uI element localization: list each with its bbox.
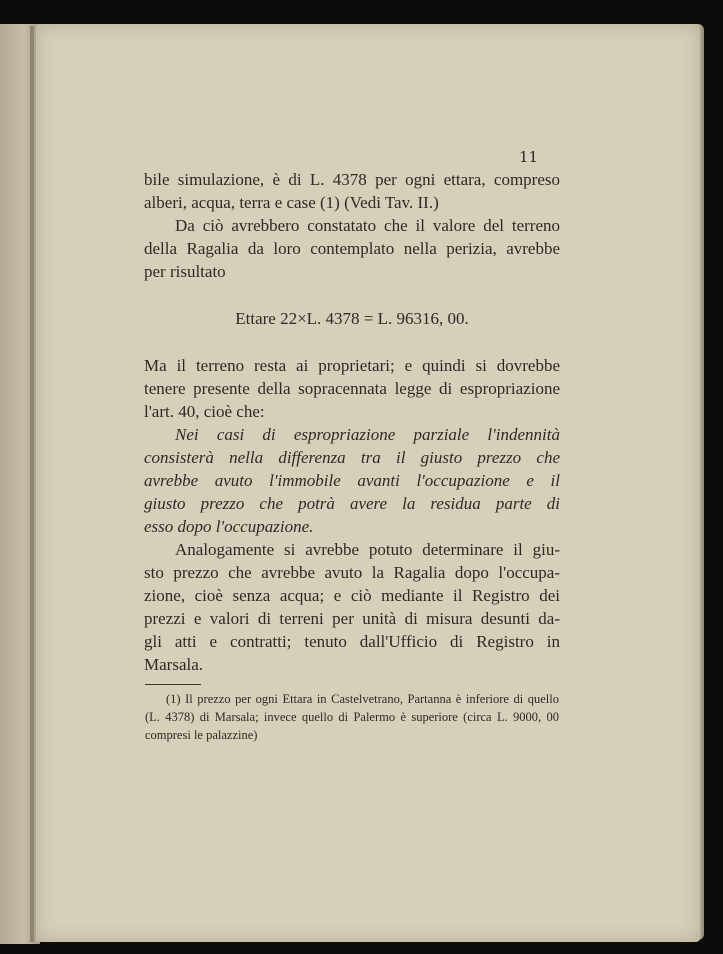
footnote-line: (1) Il prezzo per ogni Ettara in Castelvetrano, Partanna è inferiore di quello: [166, 692, 559, 706]
text-line: Ma il terreno resta ai proprietari; e quindi si dovrebbe: [144, 356, 560, 375]
quote-line: Nei casi di espropriazione parziale l'indennità: [175, 425, 560, 444]
text-line: gli atti e contratti; tenuto dall'Ufficio di Registro in: [144, 632, 560, 651]
text-line: alberi, acqua, terra e case (1) (Vedi Tav. II.): [144, 193, 439, 212]
text-line: Marsala.: [144, 655, 204, 674]
text-line: bile simulazione, è di L. 4378 per ogni ettara, compreso: [144, 170, 560, 189]
quote-line: consisterà nella differenza tra il giusto prezzo che: [144, 448, 560, 467]
page-number: 11: [519, 148, 539, 166]
quote-line: avrebbe avuto l'immobile avanti l'occupazione e il: [144, 471, 560, 490]
text-line: prezzi e valori di terreni per unità di misura desunti da-: [144, 609, 560, 628]
text-line: sto prezzo che avrebbe avuto la Ragalia dopo l'occupa-: [144, 563, 560, 582]
quote-line: giusto prezzo che potrà avere la residua parte di: [144, 494, 560, 513]
text-line: Analogamente si avrebbe potuto determinare il giu-: [175, 540, 560, 559]
text-line: Da ciò avrebbero constatato che il valore del terreno: [175, 216, 560, 235]
text-line: per risultato: [144, 262, 226, 281]
footnote-line: (L. 4378) di Marsala; invece quello di Palermo è superiore (circa L. 9000, 00: [145, 710, 559, 724]
footnote-rule: [145, 684, 201, 685]
text-line: zione, cioè senza acqua; e ciò mediante il Registro dei: [144, 586, 560, 605]
previous-page-edge: [0, 24, 40, 944]
text-line: tenere presente della sopracennata legge di espropriazione: [144, 379, 560, 398]
text-line: l'art. 40, cioè che:: [144, 402, 265, 421]
quote-line: esso dopo l'occupazione.: [144, 517, 314, 536]
text-line: della Ragalia da loro contemplato nella perizia, avrebbe: [144, 239, 560, 258]
formula-line: Ettare 22×L. 4378 = L. 96316, 00.: [235, 309, 469, 328]
footnote-line: compresi le palazzine): [145, 728, 258, 742]
binding-edge: [30, 26, 34, 942]
